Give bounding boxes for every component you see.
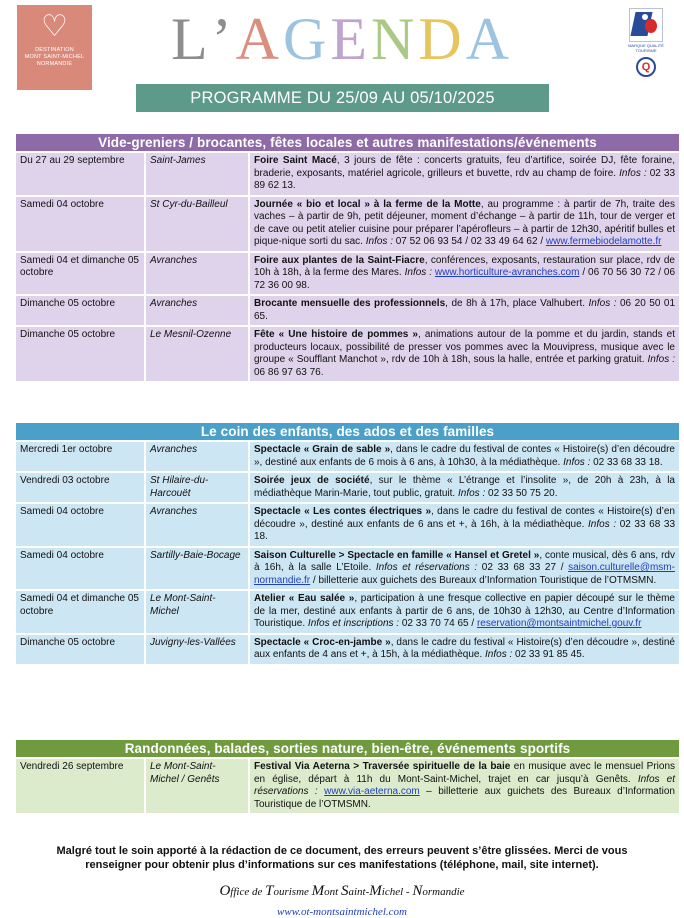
logo-line-3: NORMANDIE: [36, 61, 73, 67]
event-description: [250, 504, 679, 546]
section-randonnees: [16, 740, 679, 813]
event-description: [250, 253, 679, 295]
event-name: Festival Via Aeterna > Traversée spirituelle de la baie: [254, 761, 511, 772]
event-description: [250, 759, 679, 813]
event-text: en musique avec le mensuel Prions en église, départ à 11h du Mont-Saint-Michel, trajet en car jusqu’à Genêts.: [254, 761, 676, 785]
title-letter: N: [370, 6, 419, 72]
event-row: [16, 296, 679, 325]
event-row: [16, 197, 679, 251]
title-letter: ’: [211, 6, 236, 72]
info-label: Infos et inscriptions :: [307, 618, 402, 629]
logo-line-1: DESTINATION: [35, 47, 74, 53]
event-text: 02 33 50 75 20.: [488, 487, 558, 499]
disclaimer-text: Malgré tout le soin apporté à la rédaction de ce document, des erreurs peuvent s’être glissées. Merci de vous renseigner pour obtenir plus d’informations sur ces manifestations (téléphone, mail, site internet).: [56, 845, 628, 871]
info-label: Infos :: [619, 167, 650, 179]
disclaimer: [0, 844, 684, 872]
event-date: Dimanche 05 octobre: [16, 296, 144, 325]
event-row: [16, 759, 679, 813]
section-title: Randonnées, balades, sorties nature, bien-être, événements sportifs: [16, 740, 679, 757]
event-text: , dans le cadre du festival de contes « Histoire(s) d’en découdre », destiné aux enfants de 6 ans et +, à 16h, à la médiathèque.: [254, 506, 675, 530]
event-place: Le Mont-Saint-Michel: [146, 591, 248, 633]
section-enfants: [16, 423, 679, 664]
website-link[interactable]: www.ot-montsaintmichel.com: [277, 906, 407, 918]
title-letter: D: [418, 6, 466, 72]
event-name: Fête « Une histoire de pommes »: [254, 329, 418, 340]
qualite-tourisme-logo: [628, 8, 664, 77]
event-date: Samedi 04 et dimanche 05 octobre: [16, 591, 144, 633]
event-link[interactable]: saison.culturelle@msm-normandie.fr: [254, 562, 675, 586]
event-place: St Cyr-du-Bailleul: [146, 197, 248, 251]
event-text: , 3 jours de fête : concerts gratuits, feu d’artifice, soirée DJ, fête foraine, braderie, exposants, matériel agricole, grilleurs et buvette, rdv au champ de foire.: [254, 155, 676, 179]
event-link[interactable]: www.horticulture-avranches.com: [434, 267, 580, 278]
info-label: Infos :: [458, 487, 489, 499]
info-label: Infos :: [647, 354, 675, 365]
title-letter: E: [330, 6, 371, 72]
event-date: Samedi 04 octobre: [16, 548, 144, 590]
title-letter: G: [282, 6, 331, 72]
event-link[interactable]: www.fermebiodelamotte.fr: [545, 236, 662, 247]
event-description: [250, 153, 679, 195]
info-label: Infos et réservations :: [254, 773, 675, 797]
event-place: Sartilly-Baie-Bocage: [146, 548, 248, 590]
event-date: Dimanche 05 octobre: [16, 327, 144, 381]
heart-logo-icon: ♡: [41, 9, 68, 44]
title-letter: A: [235, 6, 283, 72]
event-row: [16, 327, 679, 381]
event-place: Avranches: [146, 253, 248, 295]
event-place: Avranches: [146, 504, 248, 546]
info-label: Infos :: [365, 236, 396, 247]
event-place: Avranches: [146, 442, 248, 471]
event-place: Avranches: [146, 296, 248, 325]
event-date: Vendredi 03 octobre: [16, 473, 144, 502]
event-name: Foire aux plantes de la Saint-Fiacre: [254, 254, 425, 266]
event-date: Samedi 04 et dimanche 05 octobre: [16, 253, 144, 295]
event-place: Le Mont-Saint-Michel / Genêts: [146, 759, 248, 813]
event-text: 02 33 91 85 45.: [515, 649, 585, 660]
event-description: [250, 473, 679, 502]
event-date: Du 27 au 29 septembre: [16, 153, 144, 195]
event-date: Mercredi 1er octobre: [16, 442, 144, 471]
event-description: [250, 327, 679, 381]
event-place: Juvigny-les-Vallées: [146, 635, 248, 664]
section-title: Vide-greniers / brocantes, fêtes locales et autres manifestations/événements: [16, 134, 679, 151]
event-row: [16, 635, 679, 664]
event-text: / billetterie aux guichets des Bureaux d’Information Touristique de l’OTMSMN.: [310, 574, 657, 586]
info-label: Infos :: [588, 518, 620, 530]
event-text: 07 52 06 93 54 / 02 33 49 64 62 /: [395, 236, 546, 247]
event-name: Atelier « Eau salée »: [254, 593, 355, 604]
event-name: Saison Culturelle > Spectacle en famille « Hansel et Gretel »: [254, 549, 540, 561]
event-text: 02 33 89 62 13.: [254, 167, 676, 191]
event-row: [16, 153, 679, 195]
event-text: / 06 70 56 30 72 / 06 72 36 00 98.: [254, 267, 676, 291]
event-description: [250, 635, 679, 664]
event-place: Le Mesnil-Ozenne: [146, 327, 248, 381]
qualite-q-icon: Q: [636, 57, 656, 77]
event-row: [16, 473, 679, 502]
qualite-tourisme-caption: MARQUE QUALITÉ TOURISME: [628, 43, 664, 53]
event-name: Brocante mensuelle des professionnels: [254, 298, 446, 309]
event-name: Foire Saint Macé: [254, 155, 337, 166]
event-text: , dans le cadre du festival de contes « Histoire(s) d’en découdre », destiné aux enfants de 6 mois à 6 ans, à 10h30, à la médiathèque.: [254, 444, 675, 468]
programme-banner: PROGRAMME DU 25/09 AU 05/10/2025: [136, 84, 549, 112]
title-letter: A: [465, 6, 513, 72]
event-description: [250, 296, 679, 325]
event-place: Saint-James: [146, 153, 248, 195]
event-name: Journée « bio et local » à la ferme de la Motte: [254, 198, 481, 210]
logo-line-2: MONT SAINT-MICHEL: [24, 54, 85, 60]
label-tourisme-icon: [629, 8, 663, 42]
title-letter: L: [170, 6, 212, 72]
event-row: [16, 591, 679, 633]
event-text: 02 33 70 74 65 /: [401, 618, 477, 629]
info-label: Infos :: [404, 267, 435, 278]
event-date: Dimanche 05 octobre: [16, 635, 144, 664]
event-text: – billetterie aux guichets des Bureaux d’Information Touristique de l’OTMSMN.: [254, 786, 675, 810]
event-description: [250, 591, 679, 633]
event-description: [250, 442, 679, 471]
event-text: , animations autour de la pomme et du jardin, stands et producteurs locaux, possibilité de presser vos pommes avec la Mouvipress, musique avec le groupe « Soufflant Manchot », rdv de 10h à 18h, sous la halle, entrée et parking gratuit.: [254, 329, 675, 365]
info-label: Infos :: [563, 456, 594, 468]
event-link[interactable]: www.via-aeterna.com: [324, 786, 420, 797]
event-text: 06 20 50 01 65.: [254, 298, 676, 322]
event-link[interactable]: reservation@montsaintmichel.gouv.fr: [476, 618, 642, 629]
info-label: Infos :: [588, 298, 620, 309]
event-date: Vendredi 26 septembre: [16, 759, 144, 813]
event-text: , de 8h à 17h, place Valhubert.: [445, 298, 589, 309]
office-signature: Office de Tourisme Mont Saint-Michel - Normandie: [219, 883, 465, 899]
event-text: 02 33 68 33 18.: [593, 456, 663, 468]
event-name: Spectacle « Les contes électriques »: [254, 506, 432, 517]
agenda-title: [0, 2, 684, 76]
event-row: [16, 548, 679, 590]
section-vide-greniers: [16, 134, 679, 381]
event-text: , conte musical, dès 6 ans, rdv à 16h, à la salle L’Etoile.: [254, 549, 675, 573]
event-text: , conférences, exposants, restauration sur place, rdv de 10h à 18h, à la ferme des Mares.: [254, 254, 675, 278]
event-date: Samedi 04 octobre: [16, 197, 144, 251]
event-text: , participation à une fresque collective en papier découpé sur le thème de la mer, destiné aux enfants à partir de 6 ans, de 10h30 à 12h30, au Centre d’Information Touristique.: [254, 593, 675, 629]
event-row: [16, 504, 679, 546]
event-text: 02 33 68 33 27 /: [481, 562, 569, 573]
event-place: St Hilaire-du-Harcouët: [146, 473, 248, 502]
info-label: Infos et réservations :: [375, 562, 482, 573]
event-text: , au programme : à partir de 7h, traite des vaches – à partir de 9h, petit déjeuner, moment d’échange – à partir de 11h, tour de verger et de cave ou petit atelier cuisine pour préparer l’apérofleurs – à partir de 12h30, apéritif bulles et pique-nique sorti du sac.: [254, 198, 675, 247]
event-row: [16, 442, 679, 471]
event-date: Samedi 04 octobre: [16, 504, 144, 546]
section-title: Le coin des enfants, des ados et des familles: [16, 423, 679, 440]
event-row: [16, 253, 679, 295]
event-name: Spectacle « Grain de sable »: [254, 444, 391, 455]
event-name: Soirée jeux de société: [254, 475, 370, 486]
event-description: [250, 197, 679, 251]
event-name: Spectacle « Croc-en-jambe »: [254, 636, 391, 648]
event-text: , dans le cadre du festival « Histoire(s) d’en découdre », destiné aux enfants de 4 ans et +, à 15h, à la médiathèque.: [254, 636, 675, 660]
event-text: , sur le thème « L’étrange et l’insolite », de 20h à 23h, à la médiathèque Marin-Marie, tout public, gratuit.: [254, 475, 675, 499]
event-text: 02 33 68 33 18.: [254, 518, 676, 542]
info-label: Infos :: [485, 649, 516, 660]
event-description: [250, 548, 679, 590]
event-text: 06 86 97 63 76.: [254, 366, 324, 378]
